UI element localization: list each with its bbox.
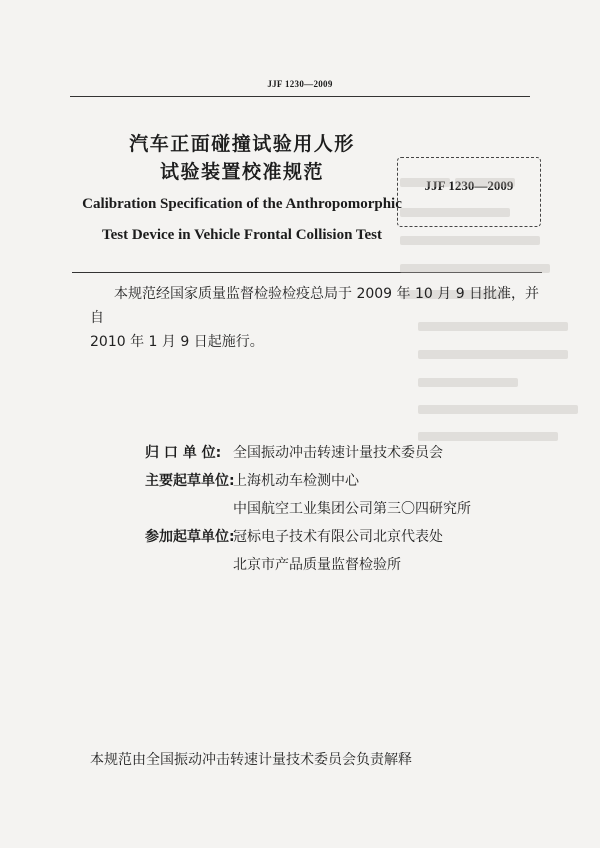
header-standard-code: JJF 1230—2009 [267, 79, 333, 89]
title-rule [72, 272, 542, 273]
interpretation-note: 本规范由全国振动冲击转速计量技术委员会负责解释 [90, 752, 412, 768]
approval-statement [90, 282, 545, 354]
participating-unit-label: 参加起草单位: [145, 529, 235, 545]
main-drafting-unit-1: 上海机动车检测中心 [233, 473, 359, 489]
title-chinese-line-2: 试验装置校准规范 [159, 161, 324, 183]
title-english-line-2: Test Device in Vehicle Frontal Collision Test [101, 227, 383, 243]
responsible-unit-value: 全国振动冲击转速计量技术委员会 [233, 445, 443, 461]
title-chinese-line-1: 汽车正面碰撞试验用人形 [129, 133, 355, 155]
approval-line-1: 本规范经国家质量监督检验检疫总局于 2009 年 10 月 9 日批准，并自 [90, 286, 540, 326]
standard-code-box [397, 157, 541, 227]
participating-unit-2: 北京市产品质量监督检验所 [233, 557, 401, 573]
title-english-line-1: Calibration Specification of the Anthropomorphic [82, 196, 402, 212]
header-rule [70, 96, 530, 97]
approval-line-2: 2010 年 1 月 9 日起施行。 [90, 334, 264, 350]
main-drafting-unit-label: 主要起草单位: [145, 473, 235, 489]
responsible-unit-label: 归 口 单 位: [145, 445, 222, 461]
main-drafting-unit-2: 中国航空工业集团公司第三〇四研究所 [233, 501, 471, 517]
standard-code-box-text: JJF 1230—2009 [424, 178, 514, 193]
participating-unit-1: 冠标电子技术有限公司北京代表处 [233, 529, 443, 545]
